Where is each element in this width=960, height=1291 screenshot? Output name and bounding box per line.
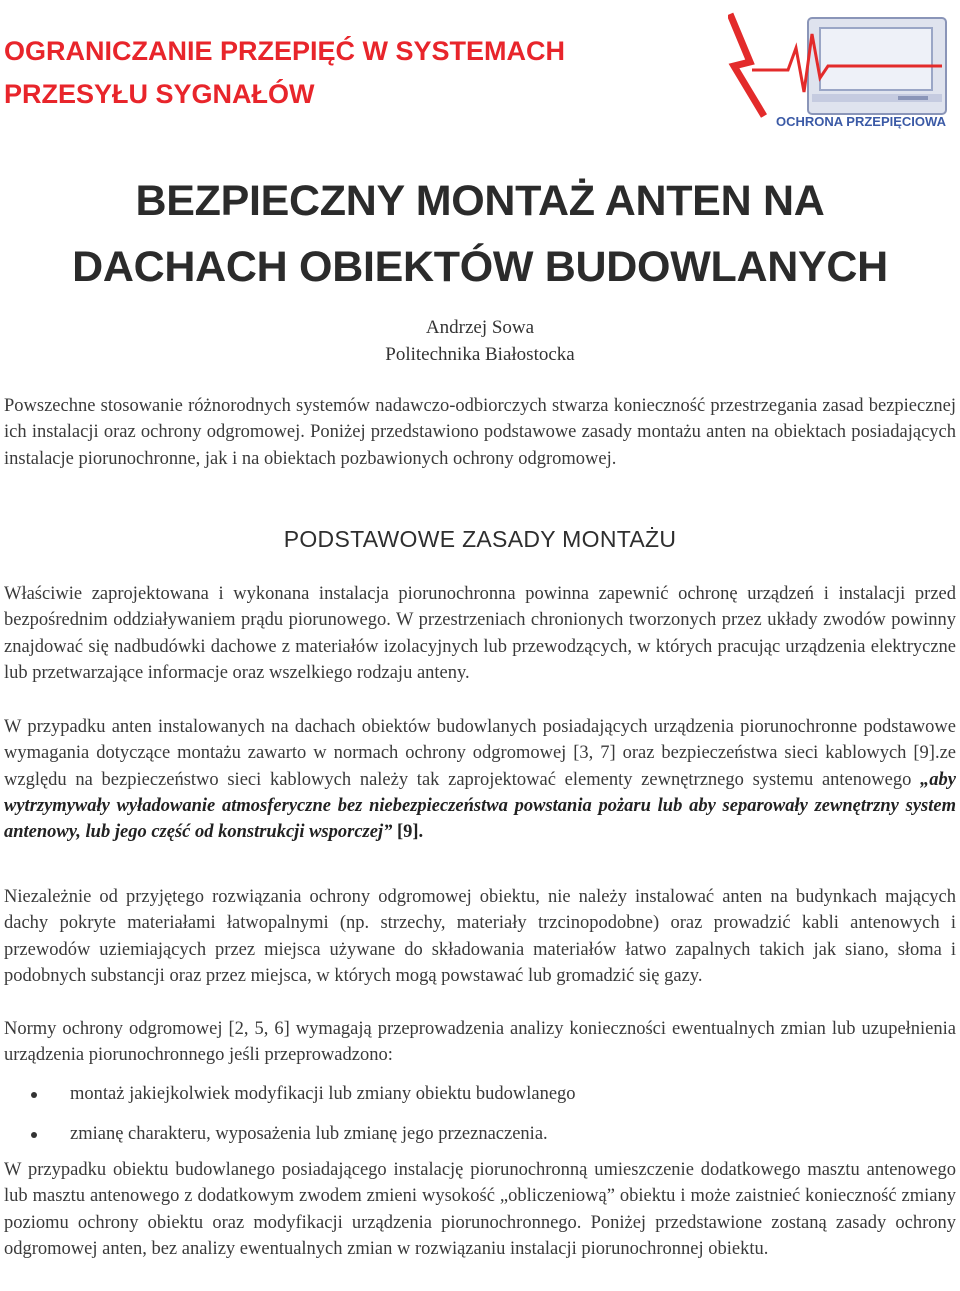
- list-item-text: zmianę charakteru, wyposażenia lub zmianę jego przeznaczenia.: [70, 1124, 548, 1144]
- paragraph-2-text: W przypadku anten instalowanych na dachach obiektów budowlanych posiadających urządzenia piorunochronne podstawowe wymagania dotyczące montażu zawarto w normach ochrony odgromowej [3, 7] oraz bezpieczeństwa sieci kablowych [9].ze względu na bezpieczeństwo sieci kablowych należy tak zaprojektować elementy zewnętrznego systemu antenowego: [4, 717, 956, 790]
- document-title-line-1: BEZPIECZNY MONTAŻ ANTEN NA: [135, 177, 825, 225]
- paragraph-3: Niezależnie od przyjętego rozwiązania ochrony odgromowej obiektu, nie należy instalować anten na budynkach mających dachy pokryte materiałami łatwopalnymi (np. strzechy, materiały trzcinopodobne) oraz prowadzić kabli antenowych i przewodów uziemiających przez miejsca używane do składowania materiałów łatwo zapalnych takich jak siano, słoma i podobnych substancji oraz przez miejsca, w których mogą powstawać lub gromadzić się gazy.: [4, 887, 956, 986]
- document-title-line-2: DACHACH OBIEKTÓW BUDOWLANYCH: [72, 243, 888, 291]
- paragraph-2-citation: [9].: [392, 822, 424, 843]
- series-title: [4, 30, 724, 116]
- author-affiliation: Politechnika Białostocka: [385, 344, 575, 365]
- document-title: [0, 168, 960, 300]
- section-heading: PODSTAWOWE ZASADY MONTAŻU: [283, 526, 677, 552]
- series-title-line-2: PRZESYŁU SYGNAŁÓW: [4, 79, 315, 109]
- list-item: [4, 1080, 956, 1120]
- paragraph-1: Właściwie zaprojektowana i wykonana instalacja piorunochronna powinna zapewnić ochronę urządzeń i instalacji przed bezpośrednim oddziaływaniem prądu piorunowego. W przestrzeniach chronionych tworzonych przez układy zwodów powinny znajdować się nadbudówki dachowe z materiałów izolacyjnych lub przewodzących, w których pracując urządzenia elektryczne lub przetwarzające informacje oraz wszelkiego rodzaju anteny.: [4, 584, 956, 683]
- author-name: Andrzej Sowa: [425, 317, 535, 338]
- intro-paragraph: Powszechne stosowanie różnorodnych systemów nadawczo-odbiorczych stwarza konieczność przestrzegania zasad bezpiecznej ich instalacji oraz ochrony odgromowej. Poniżej przedstawiono podstawowe zasady montażu anten na obiektach posiadających instalacje piorunochronne, jak i na obiektach pozbawionych ochrony odgromowej.: [4, 396, 956, 469]
- paragraph-2-quote: „aby wytrzymywały wyładowanie atmosferyczne bez niebezpieczeństwa powstania pożaru lub aby separowały zewnętrzny system antenowy, lub jego część od konstrukcji wsporczej”: [4, 769, 956, 843]
- bullet-list: [4, 1080, 956, 1160]
- logo-graphic: [728, 4, 960, 132]
- author-block: [0, 314, 960, 368]
- bullet-icon: [31, 1132, 37, 1138]
- series-title-line-1: OGRANICZANIE PRZEPIĘĆ W SYSTEMACH: [4, 36, 566, 66]
- bullet-icon: [31, 1092, 37, 1098]
- paragraph-4: Normy ochrony odgromowej [2, 5, 6] wymagają przeprowadzenia analizy konieczności ewentualnych zmian lub uzupełnienia urządzenia piorunochronnego jeśli przeprowadzono:: [4, 1019, 956, 1066]
- ochrona-przepieciowa-logo: [728, 4, 960, 132]
- list-item: [4, 1120, 956, 1160]
- paragraph-2: [4, 714, 956, 845]
- paragraph-5: W przypadku obiektu budowlanego posiadającego instalację piorunochronną umieszczenie dodatkowego masztu antenowego lub masztu antenowego z dodatkowym zwodem zmieni wysokość „obliczeniową” obiektu i może zaistnieć konieczność zmiany poziomu ochrony obiektu oraz modyfikacji urządzenia piorunochronnego. Poniżej przedstawione zostaną zasady ochrony odgromowej anten, bez analizy ewentualnych zmian w rozwiązaniu instalacji piorunochronnej obiektu.: [4, 1160, 956, 1259]
- list-item-text: montaż jakiejkolwiek modyfikacji lub zmiany obiektu budowlanego: [70, 1084, 576, 1104]
- logo-text: OCHRONA PRZEPIĘCIOWA: [776, 114, 946, 129]
